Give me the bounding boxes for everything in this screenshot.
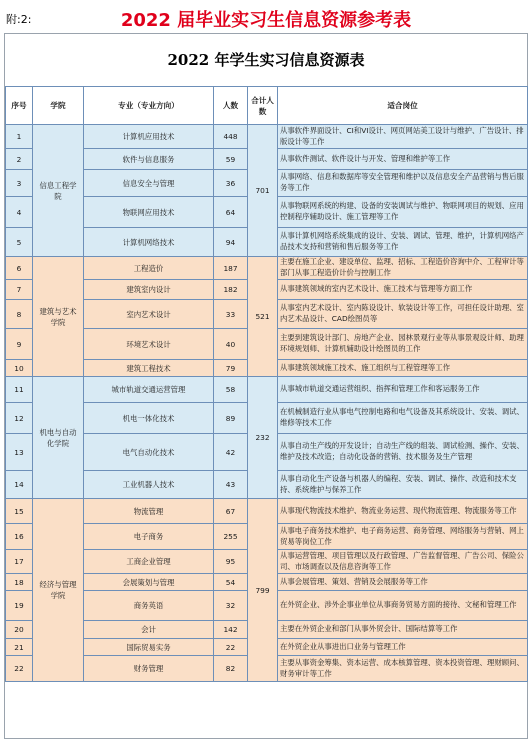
- cell-major: 软件与信息服务: [84, 149, 214, 170]
- cell-total: 521: [248, 257, 278, 377]
- cell-count: 36: [214, 170, 248, 197]
- cell-count: 22: [214, 639, 248, 656]
- cell-count: 187: [214, 257, 248, 280]
- cell-major: 建筑工程技术: [84, 360, 214, 377]
- internship-table: [5, 86, 528, 682]
- cell-positions: 从事网络、信息和数据库等安全管理和维护以及信息安全产品营销与售后服务等工作: [278, 170, 528, 197]
- cell-positions: 从事软件测试、软件设计与开发、管理和维护等工作: [278, 149, 528, 170]
- cell-seq: 15: [6, 499, 33, 524]
- cell-positions: 在机械制造行业从事电气控制电路和电气设备及其系统设计、安装、调试、维修等技术工作: [278, 403, 528, 434]
- cell-count: 43: [214, 471, 248, 499]
- table-row: [6, 257, 528, 280]
- cell-seq: 14: [6, 471, 33, 499]
- cell-major: 工程造价: [84, 257, 214, 280]
- cell-major: 物流管理: [84, 499, 214, 524]
- cell-major: 财务管理: [84, 656, 214, 682]
- cell-seq: 7: [6, 280, 33, 300]
- cell-count: 255: [214, 524, 248, 550]
- cell-major: 机电一体化技术: [84, 403, 214, 434]
- cell-total: 701: [248, 125, 278, 257]
- main-title: 2022 届毕业实习生信息资源参考表: [120, 10, 412, 31]
- table-row: [6, 125, 528, 149]
- cell-seq: 11: [6, 377, 33, 403]
- cell-count: 54: [214, 574, 248, 591]
- cell-count: 89: [214, 403, 248, 434]
- table-body: [6, 125, 528, 682]
- cell-major: 环境艺术设计: [84, 329, 214, 360]
- cell-positions: 在外贸企业、涉外企事业单位从事商务贸易方面的接待、文秘和管理工作: [278, 591, 528, 621]
- cell-count: 33: [214, 300, 248, 329]
- cell-seq: 5: [6, 228, 33, 257]
- cell-major: 会计: [84, 621, 214, 639]
- header-college: 学院: [33, 87, 84, 125]
- cell-seq: 4: [6, 197, 33, 228]
- cell-seq: 18: [6, 574, 33, 591]
- cell-seq: 17: [6, 550, 33, 574]
- cell-college: 经济与管理学院: [33, 499, 84, 682]
- cell-seq: 16: [6, 524, 33, 550]
- cell-major: 会展策划与管理: [84, 574, 214, 591]
- cell-major: 国际贸易实务: [84, 639, 214, 656]
- cell-total: 799: [248, 499, 278, 682]
- cell-positions: 从事物联网系统的构建、设备的安装调试与维护、物联网项目的规划、应用控制程序辅助设计、施工管理等工作: [278, 197, 528, 228]
- cell-count: 40: [214, 329, 248, 360]
- cell-seq: 19: [6, 591, 33, 621]
- annex-label: 附:2:: [6, 13, 32, 26]
- cell-seq: 2: [6, 149, 33, 170]
- cell-count: 95: [214, 550, 248, 574]
- cell-count: 67: [214, 499, 248, 524]
- cell-seq: 3: [6, 170, 33, 197]
- cell-major: 电气自动化技术: [84, 434, 214, 471]
- table-row: [6, 499, 528, 524]
- cell-seq: 20: [6, 621, 33, 639]
- cell-count: 94: [214, 228, 248, 257]
- cell-positions: 从事建筑领域施工技术、施工组织与工程管理等工作: [278, 360, 528, 377]
- cell-positions: 主要在施工企业、建设单位、监理、招标、工程造价咨询中介、工程审计等部门从事工程造价计价与控制工作: [278, 257, 528, 280]
- cell-major: 商务英语: [84, 591, 214, 621]
- cell-seq: 13: [6, 434, 33, 471]
- cell-count: 182: [214, 280, 248, 300]
- cell-seq: 6: [6, 257, 33, 280]
- header-total: 合计人数: [248, 87, 278, 125]
- cell-major: 建筑室内设计: [84, 280, 214, 300]
- cell-college: 信息工程学院: [33, 125, 84, 257]
- cell-count: 448: [214, 125, 248, 149]
- cell-count: 64: [214, 197, 248, 228]
- cell-positions: 从事电子商务技术维护、电子商务运营、商务管理、网络服务与营销、网上贸易等岗位工作: [278, 524, 528, 550]
- cell-count: 58: [214, 377, 248, 403]
- cell-count: 82: [214, 656, 248, 682]
- cell-count: 59: [214, 149, 248, 170]
- cell-major: 计算机网络技术: [84, 228, 214, 257]
- cell-major: 计算机应用技术: [84, 125, 214, 149]
- cell-college: 建筑与艺术学院: [33, 257, 84, 377]
- cell-count: 79: [214, 360, 248, 377]
- cell-positions: 主要到建筑设计部门、房地产企业、园林景观行业等从事景观设计师、助理环境规划师、计算机辅助设计绘图员的工作: [278, 329, 528, 360]
- cell-positions: 从事自动化生产设备与机器人的编程、安装、调试、操作、改造和技术支持、系统维护与保养工作: [278, 471, 528, 499]
- cell-major: 室内艺术设计: [84, 300, 214, 329]
- cell-major: 工业机器人技术: [84, 471, 214, 499]
- cell-seq: 8: [6, 300, 33, 329]
- cell-positions: 从事计算机网络系统集成的设计、安装、调试、管理、维护，计算机网络产品技术支持和营销和售后服务等工作: [278, 228, 528, 257]
- cell-seq: 1: [6, 125, 33, 149]
- cell-positions: 从事软件界面设计、CI和VI设计、网页网站美工设计与维护、广告设计、排版设计等工作: [278, 125, 528, 149]
- cell-seq: 21: [6, 639, 33, 656]
- cell-positions: 从事现代物流技术维护、物流业务运营、现代物流管理、物流服务等工作: [278, 499, 528, 524]
- cell-major: 城市轨道交通运营管理: [84, 377, 214, 403]
- cell-positions: 从事城市轨道交通运营组织、指挥和管理工作和客运服务工作: [278, 377, 528, 403]
- cell-major: 物联网应用技术: [84, 197, 214, 228]
- cell-major: 电子商务: [84, 524, 214, 550]
- cell-seq: 12: [6, 403, 33, 434]
- cell-seq: 10: [6, 360, 33, 377]
- header-seq: 序号: [6, 87, 33, 125]
- header-count: 人数: [214, 87, 248, 125]
- cell-college: 机电与自动化学院: [33, 377, 84, 499]
- cell-total: 232: [248, 377, 278, 499]
- cell-positions: 主要在外贸企业和部门从事外贸会计、国际结算等工作: [278, 621, 528, 639]
- cell-positions: 主要从事资金筹集、资本运营、成本核算管理、资本投资管理、理财顾问、财务审计等工作: [278, 656, 528, 682]
- header-major: 专业（专业方向）: [84, 87, 214, 125]
- cell-positions: 在外贸企业从事进出口业务与管理工作: [278, 639, 528, 656]
- cell-count: 32: [214, 591, 248, 621]
- header-row: [6, 87, 528, 125]
- cell-positions: 从事建筑领域的室内艺术设计、施工技术与管理等方面工作: [278, 280, 528, 300]
- cell-positions: 从事自动生产线的开发设计；自动生产线的组装、调试检测、操作、安装、维护及技术改造；自动化设备的营销、技术服务及生产管理: [278, 434, 528, 471]
- sheet-title: 2022 年学生实习信息资源表: [167, 51, 365, 69]
- cell-major: 工商企业管理: [84, 550, 214, 574]
- cell-major: 信息安全与管理: [84, 170, 214, 197]
- cell-seq: 22: [6, 656, 33, 682]
- header-positions: 适合岗位: [278, 87, 528, 125]
- table-row: [6, 377, 528, 403]
- cell-positions: 从事运营管理、项目管理以及行政管理、广告监督管理、广告公司、保险公司、市场调查以及信息咨询等工作: [278, 550, 528, 574]
- cell-seq: 9: [6, 329, 33, 360]
- cell-count: 142: [214, 621, 248, 639]
- resource-sheet: [4, 33, 528, 739]
- cell-count: 42: [214, 434, 248, 471]
- cell-positions: 从事会展管理、策划、营销及会展服务等工作: [278, 574, 528, 591]
- cell-positions: 从事室内艺术设计、室内陈设设计、软装设计等工作，可担任设计助理、室内艺术品设计、CAD绘图员等: [278, 300, 528, 329]
